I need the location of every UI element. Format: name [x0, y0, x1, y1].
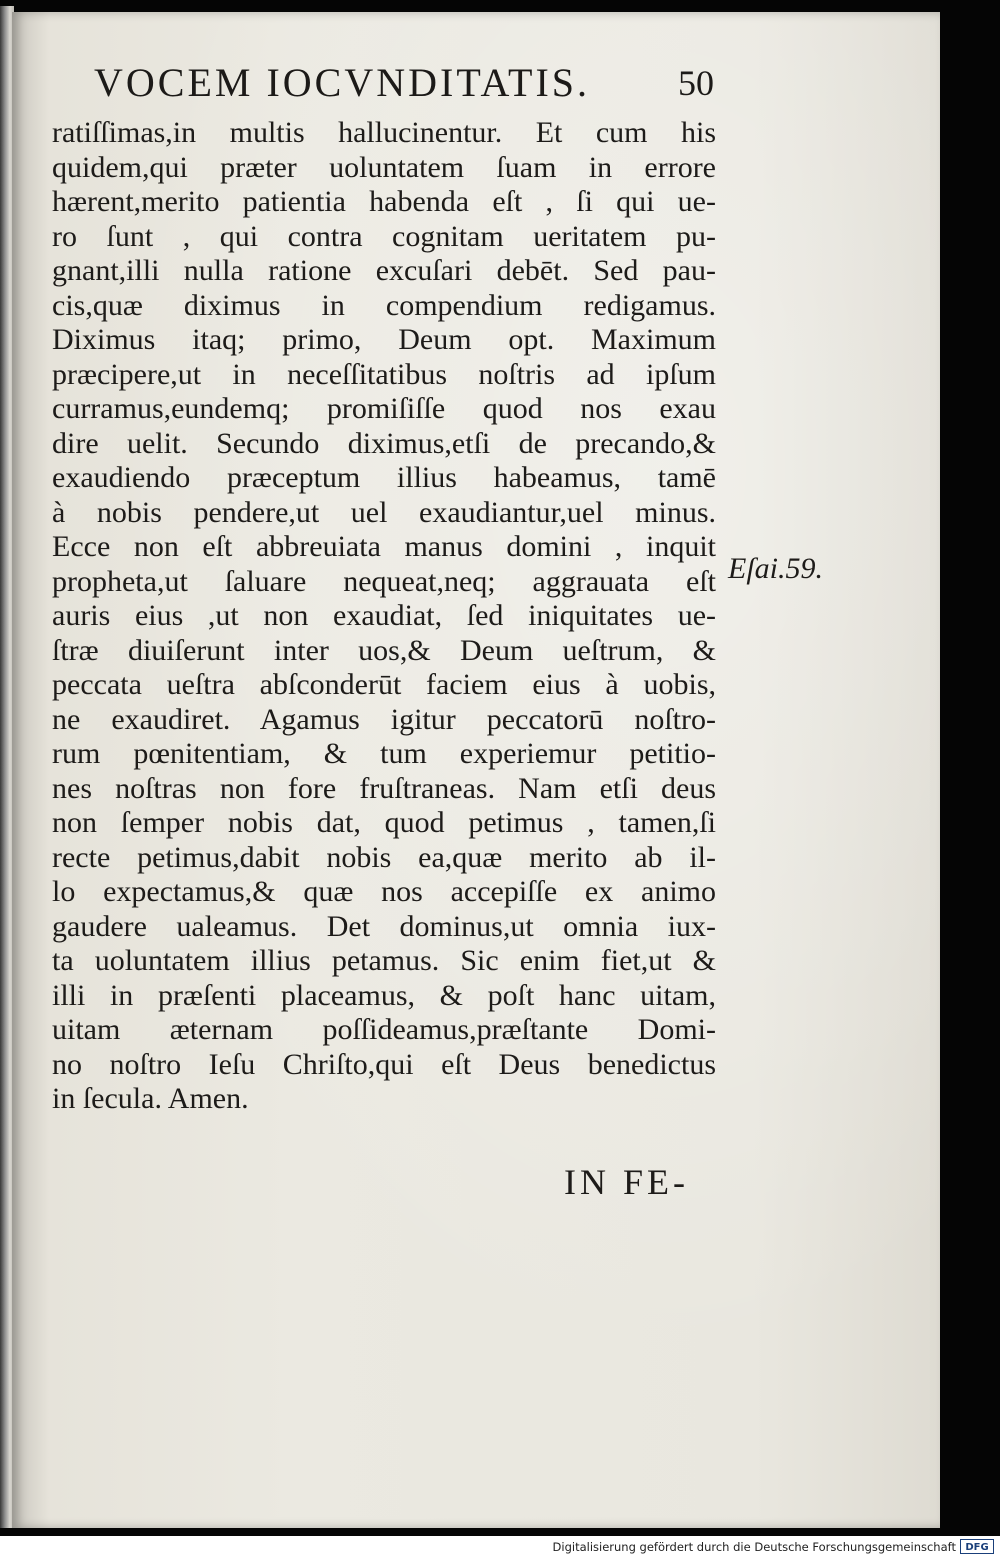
text-line: dire uelit. Secundo diximus,etſi de precando,&	[52, 426, 716, 460]
text-line: no noſtro Ieſu Chriſto,qui eſt Deus benedictus	[52, 1047, 716, 1081]
text-line: gnant,illi nulla ratione excuſari debēt. Sed pau-	[52, 254, 716, 287]
text-line: quidem,qui præter uoluntatem ſuam in errore	[52, 150, 716, 184]
text-line: Ecce non eſt abbreuiata manus domini , inquit	[52, 530, 716, 563]
text-line: recte petimus,dabit nobis ea,quæ merito ab il-	[52, 840, 716, 874]
text-line: uitam æternam poſſideamus,præſtante Domi-	[52, 1013, 716, 1046]
text-line: exaudiendo præceptum illius habeamus, tamē	[52, 461, 716, 494]
text-line: hærent,merito patientia habenda eſt , ſi qui ue-	[52, 185, 716, 218]
running-head	[94, 58, 714, 108]
catchword: IN FE-	[564, 1162, 689, 1202]
text-line: gaudere ualeamus. Det dominus,ut omnia iux-	[52, 909, 716, 943]
text-line: propheta,ut ſaluare nequeat,neq; aggrauata eſt	[52, 564, 716, 598]
text-line: ta uoluntatem illius petamus. Sic enim fiet,ut &	[52, 944, 716, 977]
text-line: peccata ueſtra abſconderūt faciem eius à uobis,	[52, 668, 716, 701]
book-page	[12, 12, 940, 1528]
text-line: ſtræ diuiſerunt inter uos,& Deum ueſtrum, &	[52, 633, 716, 667]
dfg-logo: DFG	[960, 1539, 994, 1554]
text-line: à nobis pendere,ut uel exaudiantur,uel minus.	[52, 495, 716, 529]
text-line: auris eius ,ut non exaudiat, ſed iniquitates ue-	[52, 599, 716, 632]
running-title: VOCEM IOCVNDITATIS.	[94, 60, 591, 105]
text-line: nes noſtras non fore fruſtraneas. Nam etſi deus	[52, 771, 716, 805]
text-line: illi in præſenti placeamus, & poſt hanc uitam,	[52, 978, 716, 1012]
text-line: curramus,eundemq; promiſiſſe quod nos exau	[52, 392, 716, 425]
text-line: non ſemper nobis dat, quod petimus , tamen,ſi	[52, 806, 716, 839]
folio-number: 50	[678, 63, 714, 103]
text-line: in ſecula. Amen.	[52, 1082, 249, 1115]
text-line: ro ſunt , qui contra cognitam ueritatem pu-	[52, 219, 716, 253]
digitization-credit: Digitalisierung gefördert durch die Deutsche Forschungsgemeinschaft	[552, 1540, 956, 1554]
text-line: lo expectamus,& quæ nos accepiſſe ex animo	[52, 875, 716, 908]
text-line: præcipere,ut in neceſſitatibus noſtris ad ipſum	[52, 357, 716, 391]
text-line: Diximus itaq; primo, Deum opt. Maximum	[52, 323, 716, 356]
text-line: ratiſſimas,in multis hallucinentur. Et cum his	[52, 116, 716, 149]
text-line: ne exaudiret. Agamus igitur peccatorū noſtro-	[52, 702, 716, 736]
body-text	[52, 116, 716, 1117]
text-line: cis,quæ diximus in compendium redigamus.	[52, 288, 716, 322]
marginal-note: Eſai.59.	[728, 552, 823, 585]
footer-bar	[0, 1536, 1000, 1558]
text-line: rum pœnitentiam, & tum experiemur petitio-	[52, 737, 716, 770]
